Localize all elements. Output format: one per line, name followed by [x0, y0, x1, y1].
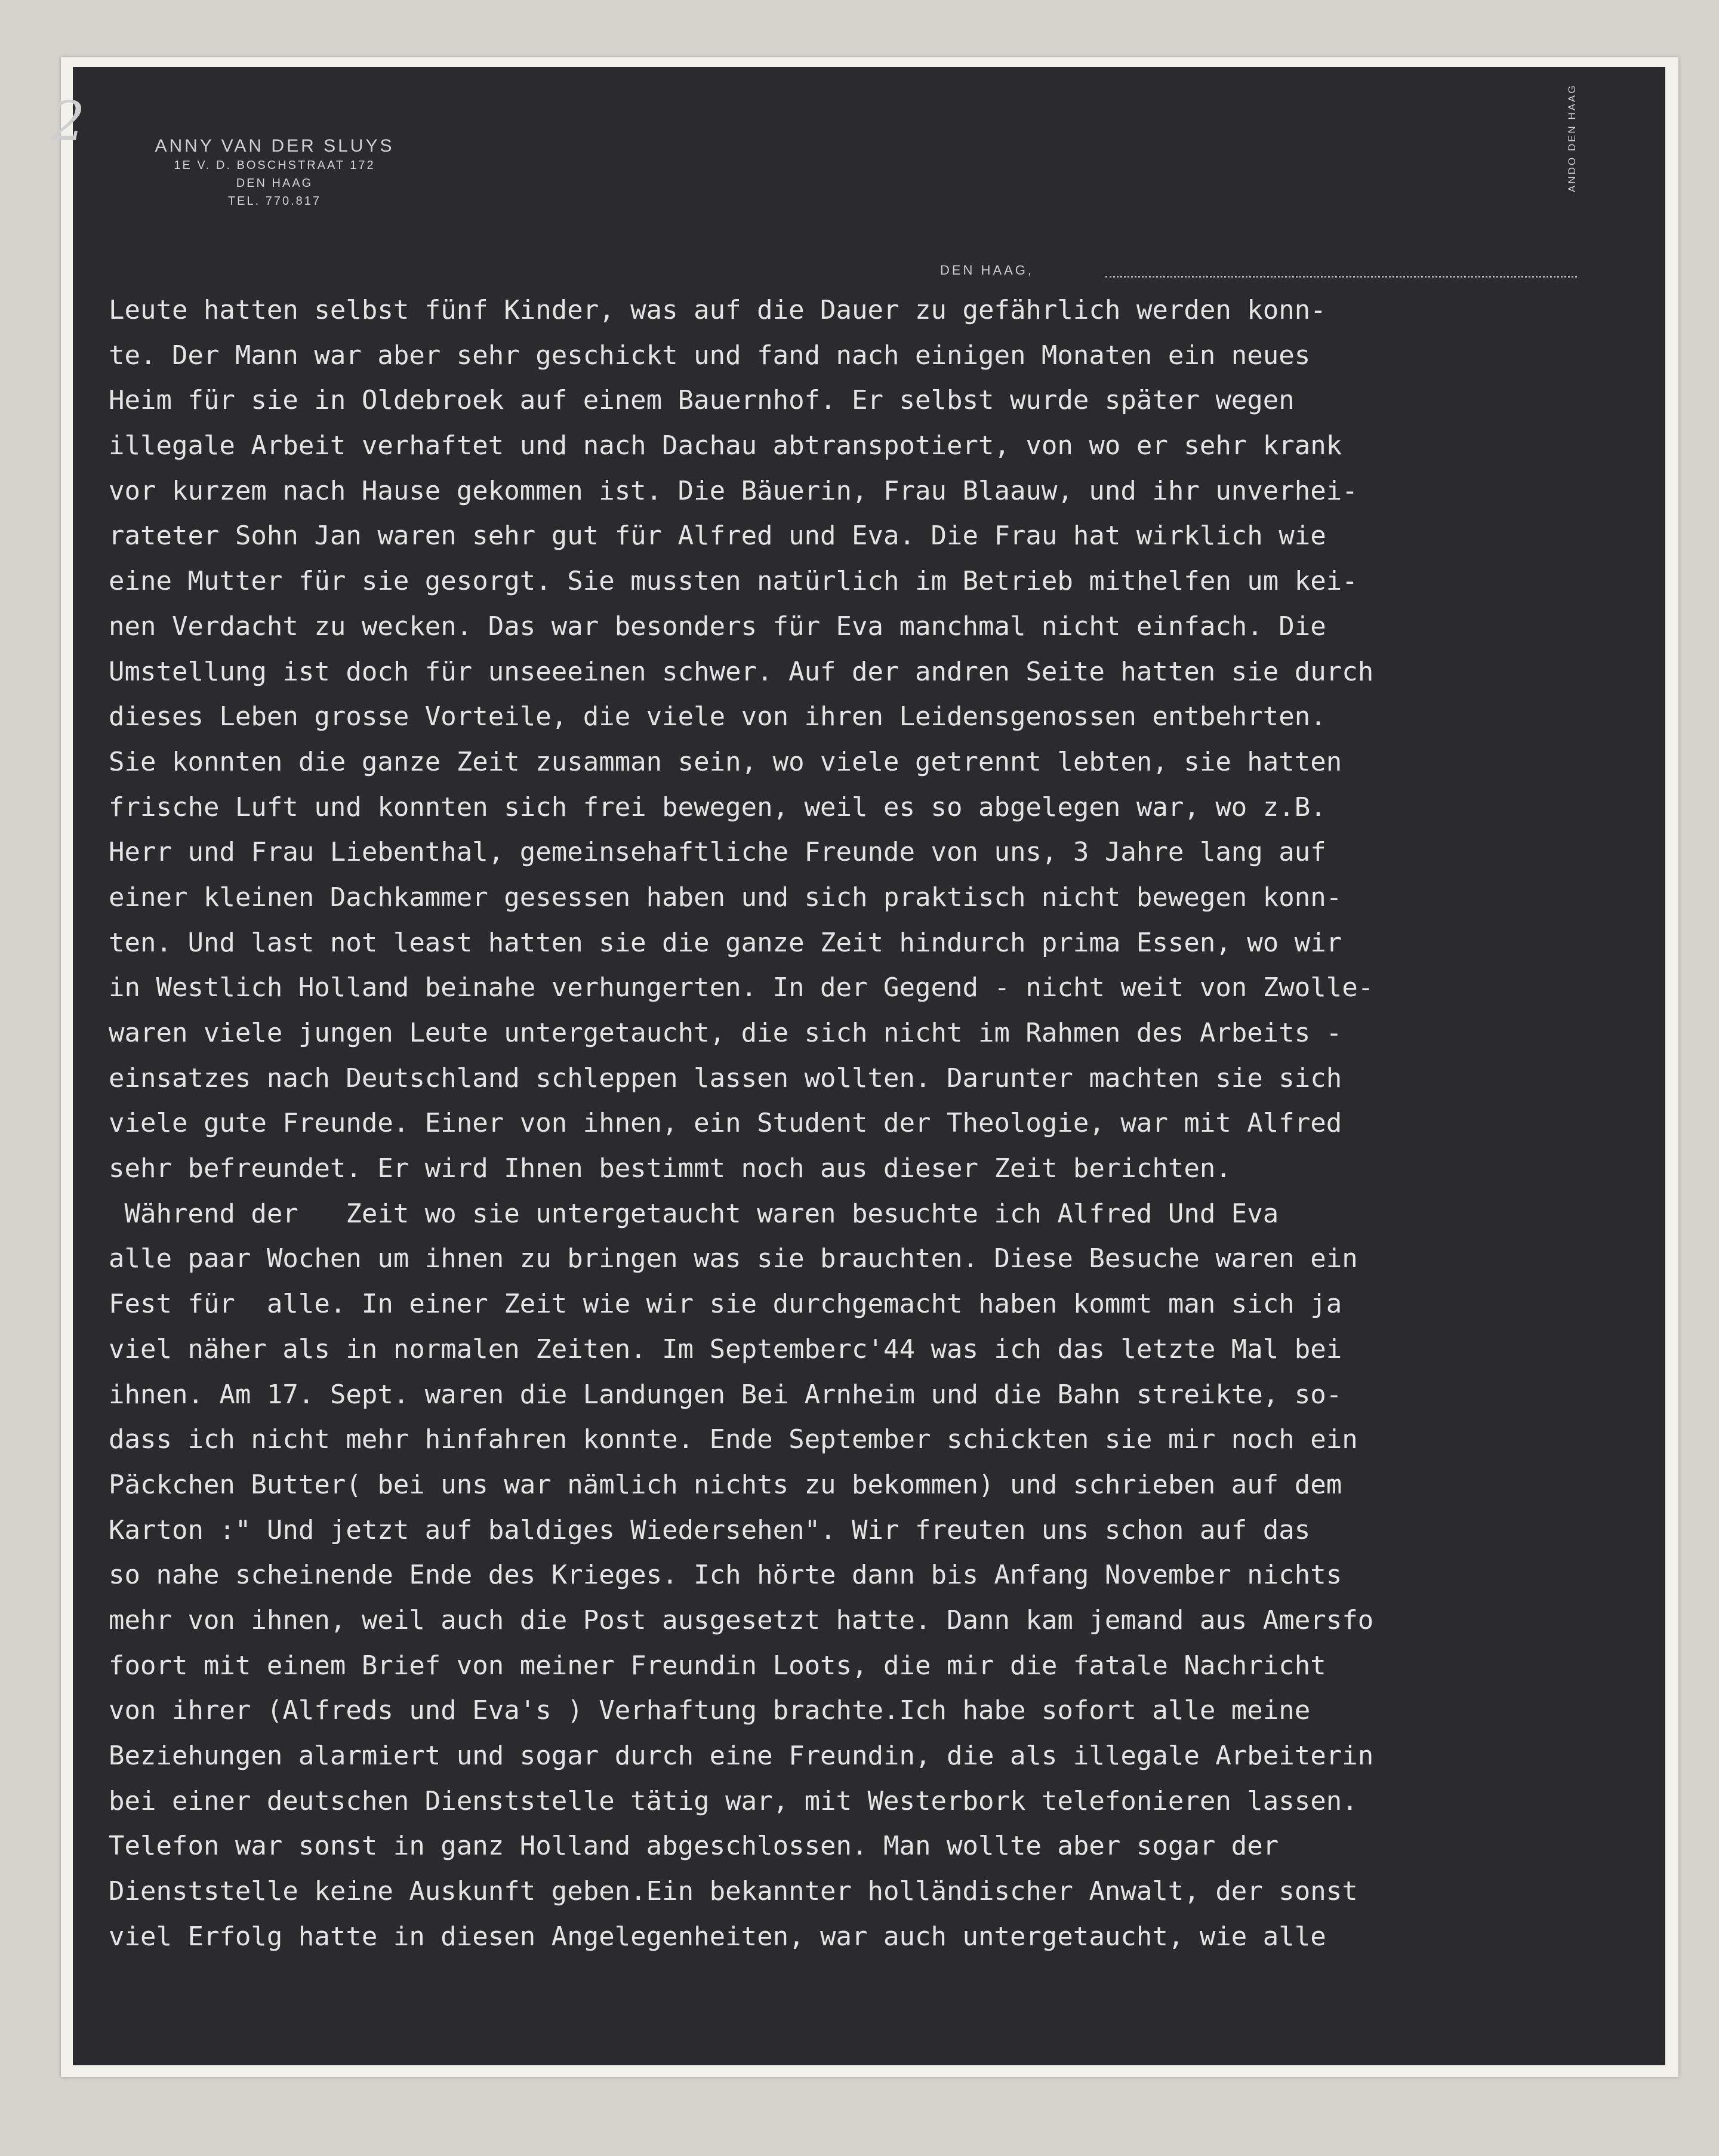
- letterhead-address: 1E V. D. BOSCHSTRAAT 172: [174, 159, 375, 172]
- text-line: Umstellung ist doch für unseeeinen schwer. Auf der andren Seite hatten sie durch: [109, 656, 1374, 687]
- text-line: Während der Zeit wo sie untergetaucht waren besuchte ich Alfred Und Eva: [109, 1198, 1279, 1229]
- text-line: eine Mutter für sie gesorgt. Sie mussten natürlich im Betrieb mithelfen um kei-: [109, 566, 1358, 597]
- place-label: DEN HAAG,: [940, 263, 1034, 278]
- text-line: Päckchen Butter( bei uns war nämlich nichts zu bekommen) und schrieben auf dem: [109, 1469, 1342, 1500]
- text-line: Leute hatten selbst fünf Kinder, was auf die Dauer zu gefährlich werden konn-: [109, 295, 1326, 325]
- letterhead-city: DEN HAAG: [236, 177, 313, 190]
- text-line: viele gute Freunde. Einer von ihnen, ein Student der Theologie, war mit Alfred: [109, 1108, 1342, 1139]
- text-line: foort mit einem Brief von meiner Freundin Loots, die mir die fatale Nachricht: [109, 1650, 1326, 1681]
- letterhead-tel: TEL. 770.817: [227, 195, 322, 208]
- date-dotted-line: [1105, 276, 1577, 278]
- letterhead: [84, 136, 466, 210]
- text-line: Dienststelle keine Auskunft geben.Ein bekannter holländischer Anwalt, der sonst: [109, 1876, 1358, 1907]
- text-line: in Westlich Holland beinahe verhungerten. In der Gegend - nicht weit von Zwolle-: [109, 972, 1374, 1003]
- text-line: bei einer deutschen Dienststelle tätig war, mit Westerbork telefonieren lassen.: [109, 1785, 1358, 1816]
- text-line: Karton :" Und jetzt auf baldiges Wiedersehen". Wir freuten uns schon auf das: [109, 1514, 1311, 1545]
- text-line: viel näher als in normalen Zeiten. Im Septemberc'44 was ich das letzte Mal bei: [109, 1333, 1342, 1365]
- text-line: Herr und Frau Liebenthal, gemeinsehaftliche Freunde von uns, 3 Jahre lang auf: [109, 837, 1326, 868]
- text-line: einer kleinen Dachkammer gesessen haben und sich praktisch nicht bewegen konn-: [109, 882, 1342, 913]
- text-line: ten. Und last not least hatten sie die ganze Zeit hindurch prima Essen, wo wir: [109, 927, 1342, 958]
- text-line: von ihrer (Alfreds und Eva's ) Verhaftung brachte.Ich habe sofort alle meine: [109, 1695, 1311, 1726]
- text-line: dass ich nicht mehr hinfahren konnte. Ende September schickten sie mir noch ein: [109, 1424, 1358, 1455]
- text-line: Sie konnten die ganze Zeit zusamman sein, wo viele getrennt lebten, sie hatten: [109, 746, 1342, 777]
- text-line: Telefon war sonst in ganz Holland abgeschlossen. Man wollte aber sogar der: [109, 1831, 1279, 1862]
- text-line: Fest für alle. In einer Zeit wie wir sie durchgemacht haben kommt man sich ja: [109, 1289, 1342, 1320]
- text-line: dieses Leben grosse Vorteile, die viele von ihren Leidensgenossen entbehrten.: [109, 701, 1326, 732]
- text-line: nen Verdacht zu wecken. Das war besonders für Eva manchmal nicht einfach. Die: [109, 611, 1326, 642]
- printer-mark: ANDO DEN HAAG: [1566, 84, 1578, 192]
- handwritten-page-number: 2: [50, 90, 85, 153]
- text-line: Heim für sie in Oldebroek auf einem Bauernhof. Er selbst wurde später wegen: [109, 385, 1295, 416]
- text-line: Beziehungen alarmiert und sogar durch eine Freundin, die als illegale Arbeiterin: [109, 1741, 1374, 1771]
- text-line: sehr befreundet. Er wird Ihnen bestimmt noch aus dieser Zeit berichten.: [109, 1153, 1231, 1184]
- letter-body: [109, 288, 1613, 1959]
- text-line: viel Erfolg hatte in diesen Angelegenheiten, war auch untergetaucht, wie alle: [109, 1921, 1326, 1952]
- text-line: illegale Arbeit verhaftet und nach Dachau abtranspotiert, von wo er sehr krank: [109, 430, 1342, 461]
- text-line: vor kurzem nach Hause gekommen ist. Die Bäuerin, Frau Blaauw, und ihr unverhei-: [109, 475, 1358, 506]
- text-line: waren viele jungen Leute untergetaucht, die sich nicht im Rahmen des Arbeits -: [109, 1018, 1342, 1048]
- text-line: einsatzes nach Deutschland schleppen lassen wollten. Darunter machten sie sich: [109, 1062, 1342, 1094]
- text-line: so nahe scheinende Ende des Krieges. Ich hörte dann bis Anfang November nichts: [109, 1560, 1342, 1591]
- text-line: ihnen. Am 17. Sept. waren die Landungen Bei Arnheim und die Bahn streikte, so-: [109, 1379, 1342, 1410]
- letterhead-name: ANNY VAN DER SLUYS: [155, 136, 395, 156]
- text-line: alle paar Wochen um ihnen zu bringen was sie brauchten. Diese Besuche waren ein: [109, 1243, 1358, 1274]
- text-line: te. Der Mann war aber sehr geschickt und fand nach einigen Monaten ein neues: [109, 340, 1311, 371]
- text-line: rateter Sohn Jan waren sehr gut für Alfred und Eva. Die Frau hat wirklich wie: [109, 520, 1326, 552]
- text-line: mehr von ihnen, weil auch die Post ausgesetzt hatte. Dann kam jemand aus Amersfo: [109, 1604, 1374, 1636]
- text-line: frische Luft und konnten sich frei bewegen, weil es so abgelegen war, wo z.B.: [109, 791, 1326, 823]
